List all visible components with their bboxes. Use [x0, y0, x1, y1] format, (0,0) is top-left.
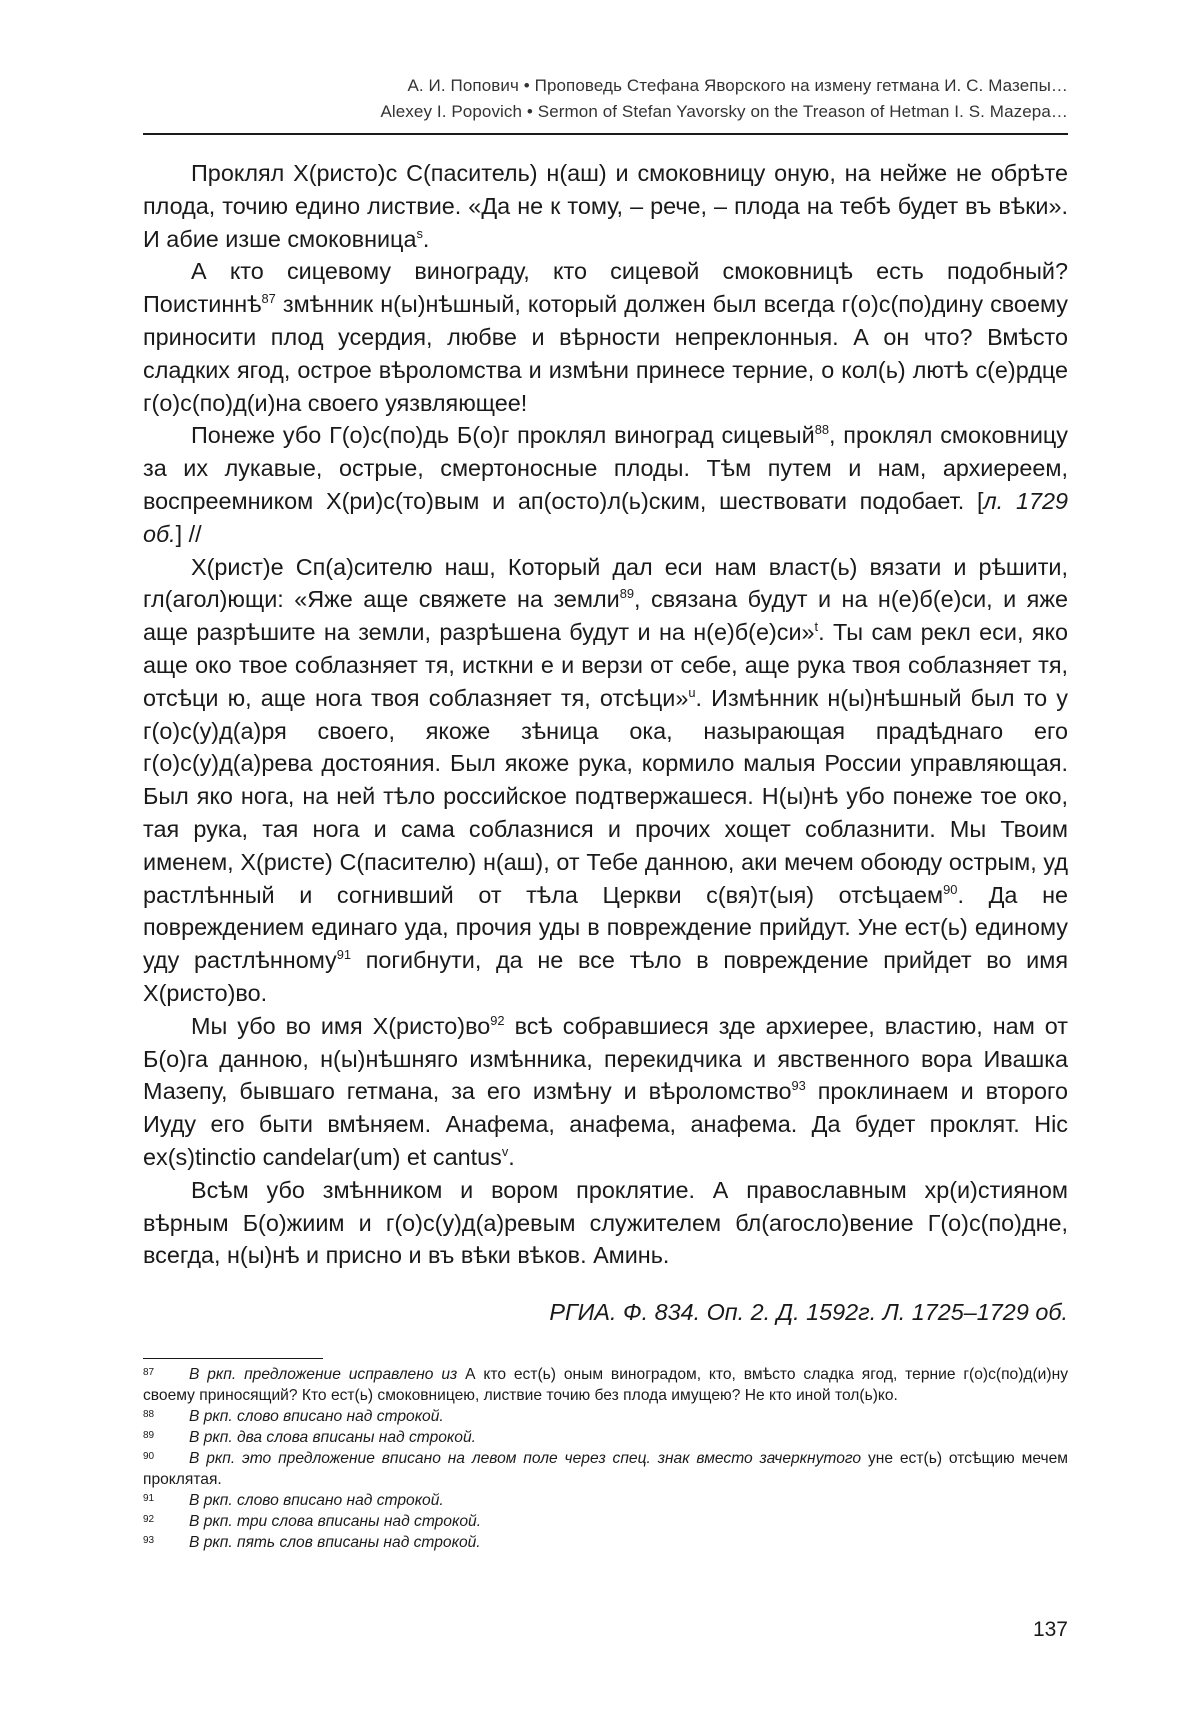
footnote-ref-90: 90 [943, 881, 958, 897]
folio-mark: л. 1729 об. [143, 487, 1068, 547]
footnote-91: 91 В ркп. слово вписано над строкой. [143, 1492, 444, 1509]
footnote-89: 89 В ркп. два слова вписаны над строкой. [143, 1429, 476, 1446]
running-head-english: Alexey I. Popovich • Sermon of Stefan Yavorsky on the Treason of Hetman I. S. Mazepa… [380, 102, 1068, 121]
archival-source: РГИА. Ф. 834. Оп. 2. Д. 1592г. Л. 1725–1729 об. [549, 1299, 1068, 1325]
paragraph-2: А кто сицевому винограду, кто сицевой смоковницѣ есть подобный? Поистиннѣ$^{87}$ змѣнник н(ы)нѣшный, который должен был всегда г(о)с(по)дину своему приносити плод усердия, любве и вѣрности непреклонныя. А он что? Вмѣсто сладких ягод, острое вѣроломства и измѣни принесе терние, о кол(ь) лютѣ с(е)рдце г(о)с(по)д(и)на своего уязвляющее! [143, 258, 1068, 416]
page [143, 0, 1068, 1729]
footnote-ref-87: 87 [261, 291, 276, 307]
footnote-number: 91 [143, 1493, 155, 1504]
footnotes [143, 1364, 1068, 1553]
main-text [143, 157, 1068, 1272]
footnote-number: 90 [143, 1451, 155, 1462]
footnote-ref-v: v [501, 1144, 509, 1160]
footnote-ref-92: 92 [490, 1012, 505, 1028]
footnote-number: 87 [143, 1367, 155, 1378]
paragraph-1: Проклял Х(ристо)с С(паситель) н(аш) и смоковницу оную, на нейже не обрѣте плода, точию едино листвие. «Да не к тому, – рече, – плода на тебѣ будет въ вѣки». И абие изше смоковница$^s$. [143, 160, 1068, 252]
paragraph-5: Мы убо во имя $Х(ристо)во^{92}$ всѣ собравшиеся зде архиерее, властию, нам от Б(о)га данною, н(ы)нѣшняго измѣнника, перекидчика и явственного вора Ивашка Мазепу, бывшаго гетмана, за его измѣну и вѣроломство$^{93}$ проклинаем и второго Иуду его быти вмѣняем. Анафема, анафема, анафема. Да будет проклят. Hic ex(s)tinctio candelar(um) et cantus$^v$. [143, 1012, 1068, 1170]
footnote-rule [143, 1358, 323, 1359]
footnote-number: 92 [143, 1514, 155, 1525]
footnote-93: 93 В ркп. пять слов вписаны над строкой. [143, 1534, 481, 1551]
footnote-number: 93 [143, 1535, 155, 1546]
footnote-87: 87 В ркп. предложение исправлено из А кто ест(ь) оным виноградом, кто, вмѣсто сладка ягод, терние г(о)с(по)д(и)ну своему приносящий? Кто ест(ь) смоковницею, листвие точию без плода имущею? Не кто иной тол(ь)ко. [143, 1366, 1068, 1404]
footnote-88: 88 В ркп. слово вписано над строкой. [143, 1408, 444, 1425]
page-number: 137 [1032, 1618, 1068, 1641]
footnote-ref-91: 91 [336, 947, 352, 963]
paragraph-6: Всѣм убо змѣнником и вором проклятие. А православным хр(и)стияном вѣрным Б(о)жиим и г(о)с(у)д(а)ревым служителем бл(агосло)вение Г(о)с(по)дне, всегда, н(ы)нѣ и присно и въ вѣки вѣков. Аминь. [143, 1176, 1068, 1269]
footnote-ref-t: t [814, 619, 819, 635]
footnote-number: 88 [143, 1409, 155, 1420]
footnote-90: 90 В ркп. это предложение вписано на левом поле через спец. знак вместо зачеркнутого уне ест(ь) отсѣщию мечем проклятая. [143, 1450, 1068, 1488]
footnote-ref-88: 88 [814, 422, 829, 438]
paragraph-4: Х(рист)е Сп(а)сителю наш, Который дал еси нам власт(ь) вязати и рѣшити, гл(агол)ющи: «Яже аще свяжете на земли$^{89}$, связана будут и на н(е)б(е)си, и яже аще разрѣшите на земли, разрѣшена будут и на н(е)б(е)си»$^t$. Ты сам рекл еси, яко аще око твое соблазняет тя, исткни е и верзи от себе, аще рука твоя соблазняет тя, отсѣци ю, аще нога твоя соблазняет тя, отсѣци»$^u$. Измѣнник н(ы)нѣшный был то у г(о)с(у)д(а)ря своего, якоже зѣница ока, назырающая прадѣднаго его г(о)с(у)д(а)рева достояния. Был якоже рука, кормило малыя России управляющая. Был яко нога, на ней тѣло российское подтвержашеся. Н(ы)нѣ убо понеже тое око, тая рука, тая нога и сама соблазнися и прочих хощет соблазнити. Мы Твоим именем, Х(ристе) С(пасителю) н(аш), от Тебе данною, аки мечем обоюду острым, уд растлѣнный и согнивший от тѣла Церкви с(вя)т(ыя) отсѣцаем$^{90}$. Да не повреждением единаго уда, прочия уды в повреждение прийдут. Уне ест(ь) единому уду растлѣнному$^{91}$ погибнути, да не все тѣло в повреждение прийдет во имя Х(ристо)во. [143, 553, 1069, 1006]
running-head [143, 73, 1068, 125]
footnote-ref-93: 93 [791, 1078, 806, 1094]
footnote-ref-u: u [688, 684, 696, 700]
paragraph-3: Понеже убо Г(о)с(по)дь Б(о)г проклял виноград сицевый$^{88}$, проклял смоковницу за их лукавые, острые, смертоносные плоды. Тѣм путем и нам, архиереем, воспреемником Х(ри)с(то)вым и ап(осто)л(ь)ским, шествовати подобает. [л. 1729 об.] // [143, 422, 1069, 547]
running-head-russian: А. И. Попович • Проповедь Стефана Яворского на измену гетмана И. С. Мазепы… [407, 76, 1068, 95]
header-rule [143, 133, 1068, 135]
footnote-number: 89 [143, 1430, 155, 1441]
footnote-92: 92 В ркп. три слова вписаны над строкой. [143, 1513, 482, 1530]
footnote-ref-89: 89 [619, 586, 635, 602]
footnote-ref-s: s [416, 225, 423, 241]
